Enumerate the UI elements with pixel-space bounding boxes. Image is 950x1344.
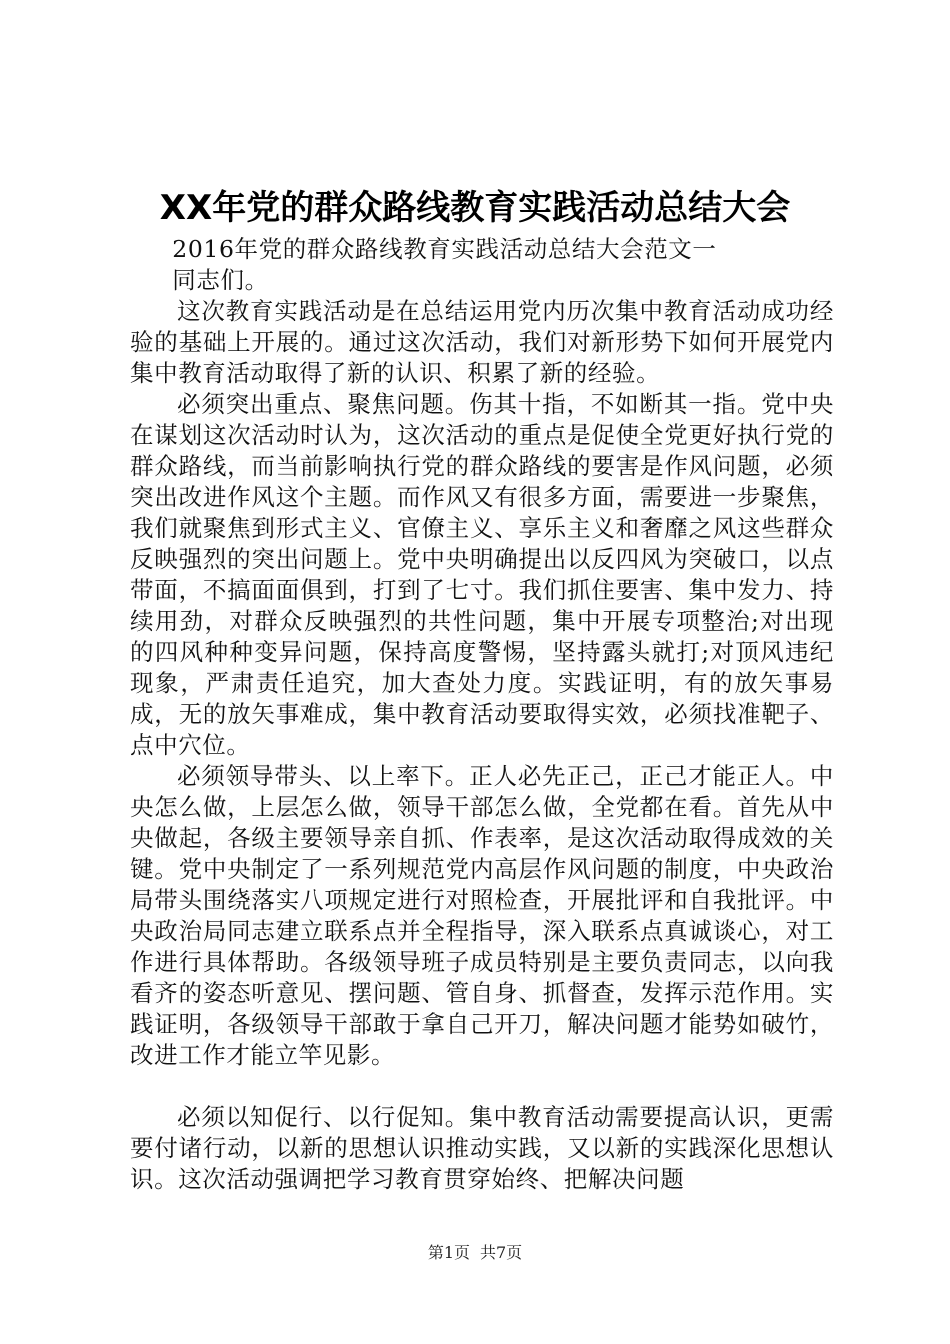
document-title: XX年党的群众路线教育实践活动总结大会 bbox=[159, 188, 791, 228]
document-body bbox=[130, 234, 834, 1195]
subtitle-line: 2016年党的群众路线教育实践活动总结大会范文一 bbox=[172, 235, 717, 263]
paragraph-focus: 必须突出重点、聚焦问题。伤其十指，不如断其一指。党中央在谋划这次活动时认为，这次活动的重点是促使全党更好执行党的群众路线，而当前影响执行党的群众路线的要害是作风问题，必须突出改进作风这个主题。而作风又有很多方面，需要进一步聚焦，我们就聚焦到形式主义、官僚主义、享乐主义和奢靡之风这些群众反映强烈的突出问题上。党中央明确提出以反四风为突破口，以点带面，不搞面面俱到，打到了七寸。我们抓住要害、集中发力、持续用劲，对群众反映强烈的共性问题，集中开展专项整治;对出现的四风种种变异问题，保持高度警惕，坚持露头就打;对顶风违纪现象，严肃责任追究，加大查处力度。实践证明，有的放矢事易成，无的放矢事难成，集中教育活动要取得实效，必须找准靶子、点中穴位。 bbox=[130, 390, 834, 759]
salutation: 同志们。 bbox=[172, 266, 269, 294]
page-number: 第1页 bbox=[427, 1243, 470, 1262]
page-total: 共7页 bbox=[480, 1243, 523, 1262]
paragraph-leadership: 必须领导带头、以上率下。正人必先正己，正己才能正人。中央怎么做，上层怎么做，领导干部怎么做，全党都在看。首先从中央做起，各级主要领导亲自抓、作表率，是这次活动取得成效的关键。党中央制定了一系列规范党内高层作风问题的制度，中央政治局带头围绕落实八项规定进行对照检查，开展批评和自我批评。中央政治局同志建立联系点并全程指导，深入联系点真诚谈心，对工作进行具体帮助。各级领导班子成员特别是主要负责同志，以向我看齐的姿态听意见、摆问题、管自身、抓督查，发挥示范作用。实践证明，各级领导干部敢于拿自己开刀，解决问题才能势如破竹，改进工作才能立竿见影。 bbox=[130, 762, 834, 1069]
paragraph-knowledge-action: 必须以知促行、以行促知。集中教育活动需要提高认识，更需要付诸行动，以新的思想认识推动实践，又以新的实践深化思想认识。这次活动强调把学习教育贯穿始终、把解决问题 bbox=[130, 1103, 834, 1193]
paragraph-intro: 这次教育实践活动是在总结运用党内历次集中教育活动成功经验的基础上开展的。通过这次活动，我们对新形势下如何开展党内集中教育活动取得了新的认识、积累了新的经验。 bbox=[130, 297, 834, 387]
page-footer bbox=[0, 1242, 950, 1264]
